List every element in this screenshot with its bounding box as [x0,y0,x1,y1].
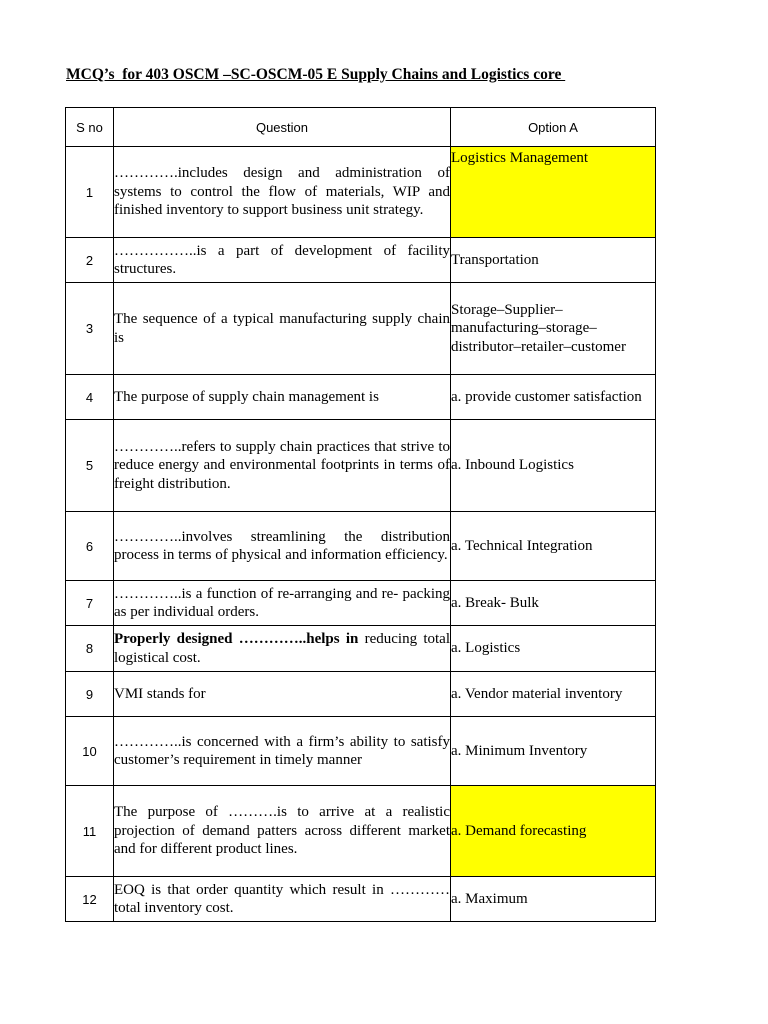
row-question: ……………..is a part of development of facility structures. [114,238,451,283]
question-bold-part: Properly designed …………..helps in [114,631,359,647]
table-row [66,626,656,672]
header-question: Question [114,108,451,147]
row-sno: 7 [66,581,114,626]
row-option-a: Transportation [451,238,656,283]
row-sno: 11 [66,786,114,877]
table-row [66,672,656,717]
row-sno: 5 [66,420,114,512]
row-question: VMI stands for [114,672,451,717]
row-sno: 4 [66,375,114,420]
row-question: The purpose of supply chain management is [114,375,451,420]
row-option-a: Logistics Management [451,147,656,238]
table-row [66,238,656,283]
mcq-table [65,107,656,922]
row-question: …………..is a function of re-arranging and re- packing as per individual orders. [114,581,451,626]
row-sno: 9 [66,672,114,717]
row-option-a: a. provide customer satisfaction [451,375,656,420]
table-row [66,512,656,581]
table-row [66,717,656,786]
row-question [114,626,451,672]
row-question: The sequence of a typical manufacturing supply chain is [114,283,451,375]
table-row [66,420,656,512]
document-title: MCQ’s for 403 OSCM –SC-OSCM-05 E Supply Chains and Logistics core [66,66,566,83]
row-option-a: Storage–Supplier–manufacturing–storage–distributor–retailer–customer [451,283,656,375]
table-row [66,786,656,877]
row-question: ………….includes design and administration of systems to control the flow of materials, WIP and finished inventory to support business unit strategy. [114,147,451,238]
row-sno: 10 [66,717,114,786]
table-row [66,283,656,375]
row-question: The purpose of ……….is to arrive at a realistic projection of demand patters across different market and for different product lines. [114,786,451,877]
row-option-a: a. Break- Bulk [451,581,656,626]
table-row [66,375,656,420]
row-sno: 3 [66,283,114,375]
row-sno: 6 [66,512,114,581]
header-sno: S no [66,108,114,147]
row-question: …………..is concerned with a firm’s ability to satisfy customer’s requirement in timely manner [114,717,451,786]
table-row [66,581,656,626]
row-sno: 1 [66,147,114,238]
table-row [66,877,656,922]
header-option-a: Option A [451,108,656,147]
row-option-a: a. Maximum [451,877,656,922]
row-sno: 12 [66,877,114,922]
row-option-a: a. Inbound Logistics [451,420,656,512]
row-question: EOQ is that order quantity which result in …………total inventory cost. [114,877,451,922]
row-option-a: a. Technical Integration [451,512,656,581]
row-question: …………..involves streamlining the distribution process in terms of physical and information efficiency. [114,512,451,581]
row-option-a: a. Minimum Inventory [451,717,656,786]
table-header-row [66,108,656,147]
row-sno: 8 [66,626,114,672]
row-option-a: a. Vendor material inventory [451,672,656,717]
row-option-a: a. Demand forecasting [451,786,656,877]
row-sno: 2 [66,238,114,283]
row-option-a: a. Logistics [451,626,656,672]
question-rest-part: reducing total logistical cost. [114,631,450,666]
table-row [66,147,656,238]
row-question: …………..refers to supply chain practices that strive to reduce energy and environmental footprints in terms of freight distribution. [114,420,451,512]
